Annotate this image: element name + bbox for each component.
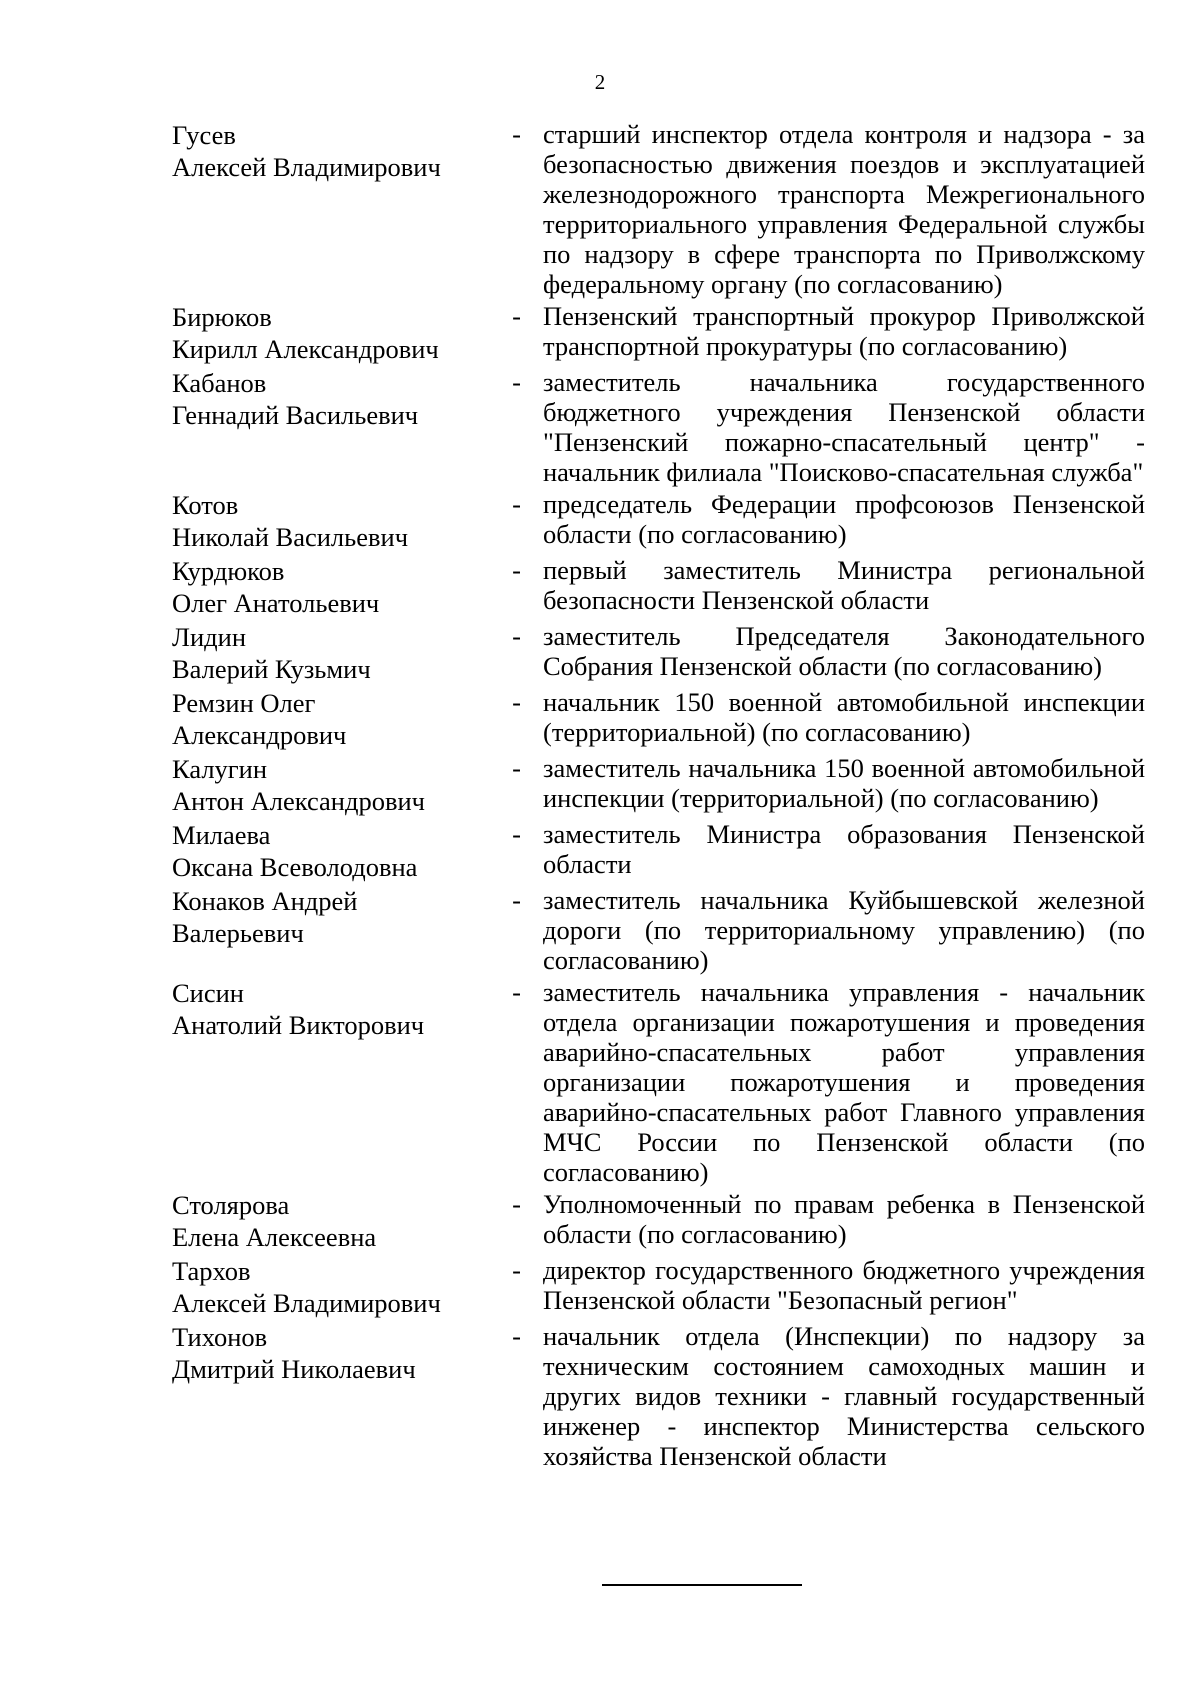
entry-dash: - [512,687,521,717]
entry-dash: - [512,819,521,849]
member-surname: Кабанов [172,368,267,398]
member-surname: Бирюков [172,302,272,332]
member-position: старший инспектор отдела контроля и надзора - за безопасностью движения поездов и эксплуатацией железнодорожного транспорта Межрегионального территориального управления Федеральной службы по надзору в сфере транспорта по Приволжскому федеральному органу (по согласованию) [543,119,1145,299]
roster-entry-tikhonov [172,1320,1146,1471]
entry-dash: - [512,301,521,331]
member-given-name: Оксана Всеволодовна [172,852,418,882]
member-position: заместитель Министра образования Пензенской области [543,819,1145,879]
entry-dash: - [512,489,521,519]
member-name [172,752,490,817]
member-surname: Котов [172,490,239,520]
member-surname: Гусев [172,120,236,150]
roster-entry-stolyarova [172,1188,1146,1253]
member-position: Уполномоченный по правам ребенка в Пензенской области (по согласованию) [543,1189,1145,1249]
member-surname: Столярова [172,1190,290,1220]
member-name [172,686,490,751]
member-name [172,1320,490,1471]
roster-entry-kurdyukov [172,554,1146,619]
member-surname: Тархов [172,1256,251,1286]
page-number: 2 [594,70,606,94]
entry-dash: - [512,555,521,585]
member-name [172,976,490,1187]
entry-dash: - [512,621,521,651]
member-surname: Тихонов [172,1322,268,1352]
member-given-name: Антон Александрович [172,786,425,816]
member-name [172,488,490,553]
entry-dash: - [512,1321,521,1351]
member-given-name: Валерий Кузьмич [172,654,371,684]
member-given-name: Николай Васильевич [172,522,409,552]
entry-dash: - [512,119,521,149]
member-given-name: Елена Алексеевна [172,1222,377,1252]
roster-entry-kabanov [172,366,1146,487]
member-given-name: Дмитрий Николаевич [172,1354,416,1384]
member-given-name: Геннадий Васильевич [172,400,419,430]
member-name [172,1254,490,1319]
member-given-name: Кирилл Александрович [172,334,439,364]
member-given-name: Алексей Владимирович [172,1288,441,1318]
member-given-name: Анатолий Викторович [172,1010,425,1040]
member-position: заместитель начальника Куйбышевской железной дороги (по территориальному управлению) (по согласованию) [543,885,1145,975]
roster-entry-kalugin [172,752,1146,817]
entry-dash: - [512,753,521,783]
member-position: заместитель начальника 150 военной автомобильной инспекции (территориальной) (по согласованию) [543,753,1145,813]
member-position: председатель Федерации профсоюзов Пензенской области (по согласованию) [543,489,1145,549]
member-name [172,118,490,299]
member-position: начальник отдела (Инспекции) по надзору за техническим состоянием самоходных машин и других видов техники - главный государственный инженер - инспектор Министерства сельского хозяйства Пензенской области [543,1321,1145,1471]
member-position: заместитель Председателя Законодательного Собрания Пензенской области (по согласованию) [543,621,1145,681]
member-name [172,1188,490,1253]
member-given-name: Александрович [172,720,347,750]
member-surname: Конаков Андрей [172,886,358,916]
committee-roster [172,118,1146,1472]
roster-entry-kotov [172,488,1146,553]
roster-entry-gusev [172,118,1146,299]
entry-dash: - [512,977,521,1007]
roster-entry-konakov [172,884,1146,975]
member-surname: Ремзин Олег [172,688,316,718]
entry-dash: - [512,1255,521,1285]
member-surname: Сисин [172,978,244,1008]
member-given-name: Алексей Владимирович [172,152,441,182]
member-position: заместитель начальника государственного бюджетного учреждения Пензенской области "Пензенский пожарно-спасательный центр" - начальник филиала "Поисково-спасательная служба" [543,367,1145,487]
entry-dash: - [512,885,521,915]
entry-dash: - [512,1189,521,1219]
member-position: первый заместитель Министра региональной безопасности Пензенской области [543,555,1145,615]
entry-dash: - [512,367,521,397]
roster-entry-lidin [172,620,1146,685]
roster-entry-tarkhov [172,1254,1146,1319]
member-name [172,366,490,487]
member-given-name: Олег Анатольевич [172,588,380,618]
end-of-list-rule [602,1584,802,1586]
member-name [172,884,490,975]
roster-entry-biryukov [172,300,1146,365]
member-surname: Курдюков [172,556,285,586]
member-name [172,300,490,365]
member-given-name: Валерьевич [172,918,304,948]
member-name [172,818,490,883]
member-surname: Лидин [172,622,247,652]
member-position: директор государственного бюджетного учреждения Пензенской области "Безопасный регион" [543,1255,1145,1315]
roster-entry-sisin [172,976,1146,1187]
member-surname: Милаева [172,820,271,850]
member-position: начальник 150 военной автомобильной инспекции (территориальной) (по согласованию) [543,687,1145,747]
roster-entry-remzin [172,686,1146,751]
member-name [172,620,490,685]
member-surname: Калугин [172,754,268,784]
roster-entry-milaeva [172,818,1146,883]
member-position: заместитель начальника управления - начальник отдела организации пожаротушения и проведения аварийно-спасательных работ управления организации пожаротушения и проведения аварийно-спасательных работ Главного управления МЧС России по Пензенской области (по согласованию) [543,977,1145,1187]
member-position: Пензенский транспортный прокурор Приволжской транспортной прокуратуры (по согласованию) [543,301,1145,361]
member-name [172,554,490,619]
